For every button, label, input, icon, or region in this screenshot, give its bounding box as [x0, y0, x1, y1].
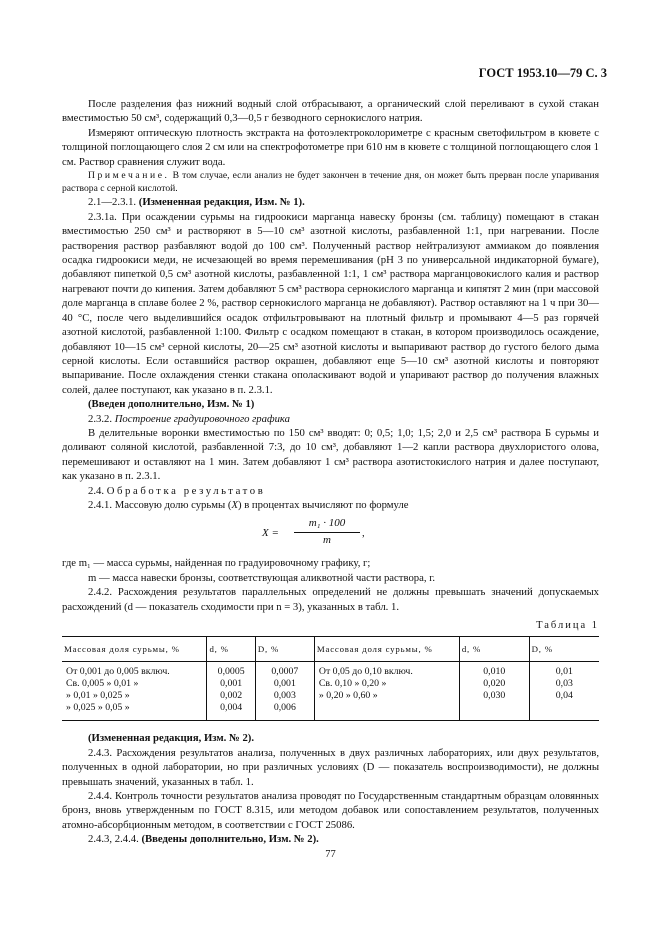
paragraph: 2.3.1а. При осаждении сурьмы на гидроокиси марганца навеску бронзы (см. таблицу) помещают в стакан вместимостью 250 см³ и растворяют в 5—10 см³ азотной кислоты, разбавленной 1:1, при нагревании. После растворения раствор разбавляют водой до 100 см³. Полученный раствор нейтрализуют аммиаком до появления осадка гидроокиси меди, не исчезающей во время перемешивания (рН 3 по универсальной индикаторной бумаге), добавляют пипеткой 0,5 см³ азотной кислоты, разбавленной 1:1, 1 см³ раствора марганцовокислого калия и раствор нагревают почти до кипения. Затем добавляют 5 см³ раствора сернокислого марганца и кипятят 2 мин (при массовой доле марганца в сплаве более 2 %, раствор сернокислого марганца не добавляют). Раствор оставляют на 1 ч при 30—40 °С, после чего выделившийся осадок отфильтровывают на плотный фильтр и промывают 4—5 раз горячей азотной кислотой, разбавленной 1:100. Фильтр с осадком помещают в стакан, в котором производилось осаждение, добавляют 10—15 см³ серной кислоты, 20—25 см³ азотной кислоты и выпаривают раствор до густого белого дыма серной кислоты. Если оставшийся раствор окрашен, добавляют еще 5—10 см³ азотной кислоты и повторяют выпаривание. После охлаждения стенки стакана ополаскивают водой и упаривают раствор до получения влажных солей, далее поступают, как указано в п. 2.3.1. — [62, 210, 599, 396]
table-header-row — [62, 637, 599, 662]
fraction-denominator: m — [323, 533, 331, 546]
clause-number: 2.4. — [88, 484, 105, 497]
section-title: Обработка результатов — [106, 484, 266, 497]
amendment-note: (Измененная редакция, Изм. № 1). — [138, 196, 305, 209]
paragraph: После разделения фаз нижний водный слой отбрасывают, а органический слой переливают в сухой стакан вместимостью 50 см³, содержащий 0,3—0,5 г безводного сернокислого натрия. — [62, 98, 599, 125]
text-fragment: 2.4.1. Массовую долю сурьмы ( — [88, 498, 232, 511]
amendment-note: (Введены дополнительно, Изм. № 2). — [141, 833, 319, 846]
note-label: Примечание. — [88, 170, 170, 182]
paragraph: В делительные воронки вместимостью по 150 см³ вводят: 0; 0,5; 1,0; 1,5; 2,0 и 2,5 см³ раствора Б сурьмы и доливают соляной кислотой, разбавленной 7:3, до 10 см³, добавляют 1—2 капли раствора двухлористого олова, перемешивают и оставляют на 1 мин. Затем добавляют 1 см³ раствора азотистокислого натрия и далее поступают, как указано в п. 2.3.1. — [62, 426, 599, 483]
tolerance-table — [62, 636, 599, 721]
table-header: Массовая доля сурьмы, % — [314, 637, 459, 662]
table-header: d, % — [207, 637, 255, 662]
paragraph — [62, 484, 599, 498]
paragraph: 2.4.3. Расхождения результатов анализа, полученных в двух различных лабораториях, или двух результатов, полученных в одной лаборатории, но при различных условиях (D — показатель воспроизводимости), не должны превышать значений, указанных в табл. 1. — [62, 746, 599, 788]
table-header: d, % — [459, 637, 529, 662]
table-header: D, % — [255, 637, 314, 662]
table-row — [62, 662, 599, 721]
text-fragment: ) в процентах вычисляют по формуле — [237, 498, 409, 511]
table-cell: 0,01 0,03 0,04 — [529, 662, 599, 721]
page-number: 77 — [325, 849, 336, 860]
clause-number: 2.4.3, 2.4.4. — [88, 833, 139, 846]
paragraph: 2.4.4. Контроль точности результатов анализа проводят по Государственным стандартным образцам оловянных бронз, вновь утвержденным по ГОСТ 8.315, или методом добавок или сопоставлением результатов, полученных атомно-абсорбционным методом, в соответствии с ГОСТ 25086. — [62, 790, 599, 831]
table-cell: 0,0005 0,001 0,002 0,004 — [207, 662, 255, 721]
formula-tail: , — [362, 527, 365, 540]
clause-number: 2.3.2. — [88, 412, 113, 425]
table-caption: Таблица 1 — [536, 620, 599, 631]
paragraph — [62, 498, 599, 512]
table-cell: 0,010 0,020 0,030 — [459, 662, 529, 721]
fraction-numerator: m₁ · 100 — [294, 516, 360, 532]
paragraph: m — масса навески бронзы, соответствующая аликвотной части раствора, г. — [88, 571, 436, 584]
note-text: В том случае, если анализ не будет закончен в течение дня, он может быть прерван после упаривания раствора с серной кислотой. — [62, 170, 599, 195]
note — [62, 169, 599, 195]
formula — [62, 516, 599, 556]
paragraph: 2.4.2. Расхождения результатов параллельных определений не должны превышать значений допускаемых расхождений (d — показатель сходимости при n = 3), указанных в табл. 1. — [62, 586, 599, 613]
amendment-note: (Измененная редакция, Изм. № 2). — [88, 732, 255, 745]
variable: X — [231, 498, 238, 511]
table-cell: От 0,05 до 0,10 включ. Св. 0,10 » 0,20 » » 0,20 » 0,60 » — [314, 662, 459, 721]
body-text — [62, 97, 599, 847]
table-header: Массовая доля сурьмы, % — [62, 637, 207, 662]
paragraph: где m₁ — масса сурьмы, найденная по градуировочному графику, г; — [62, 557, 371, 570]
paragraph — [62, 731, 599, 745]
section-subtitle: Построение градуировочного графика — [114, 412, 290, 425]
fraction — [294, 516, 360, 547]
paragraph — [62, 195, 599, 209]
table-header: D, % — [529, 637, 599, 662]
paragraph — [62, 412, 599, 426]
clause-number: 2.1—2.3.1. — [88, 196, 137, 209]
paragraph: Измеряют оптическую плотность экстракта на фотоэлектроколориметре с красным светофильтром в кювете с толщиной поглощающего слоя 2 см или на спектрофотометре при 610 нм в кювете с толщиной поглощающего слоя 1 см. Раствор сравнения служит вода. — [62, 126, 599, 168]
amendment-note: (Введен дополнительно, Изм. № 1) — [88, 398, 255, 411]
page-header: ГОСТ 1953.10—79 С. 3 — [478, 66, 607, 80]
paragraph — [62, 397, 599, 411]
paragraph — [62, 832, 599, 846]
table-cell: 0,0007 0,001 0,003 0,006 — [255, 662, 314, 721]
formula-lhs: X = — [262, 527, 279, 540]
table-cell: От 0,001 до 0,005 включ. Св. 0,005 » 0,01 » » 0,01 » 0,025 » » 0,025 » 0,05 » — [62, 662, 207, 721]
